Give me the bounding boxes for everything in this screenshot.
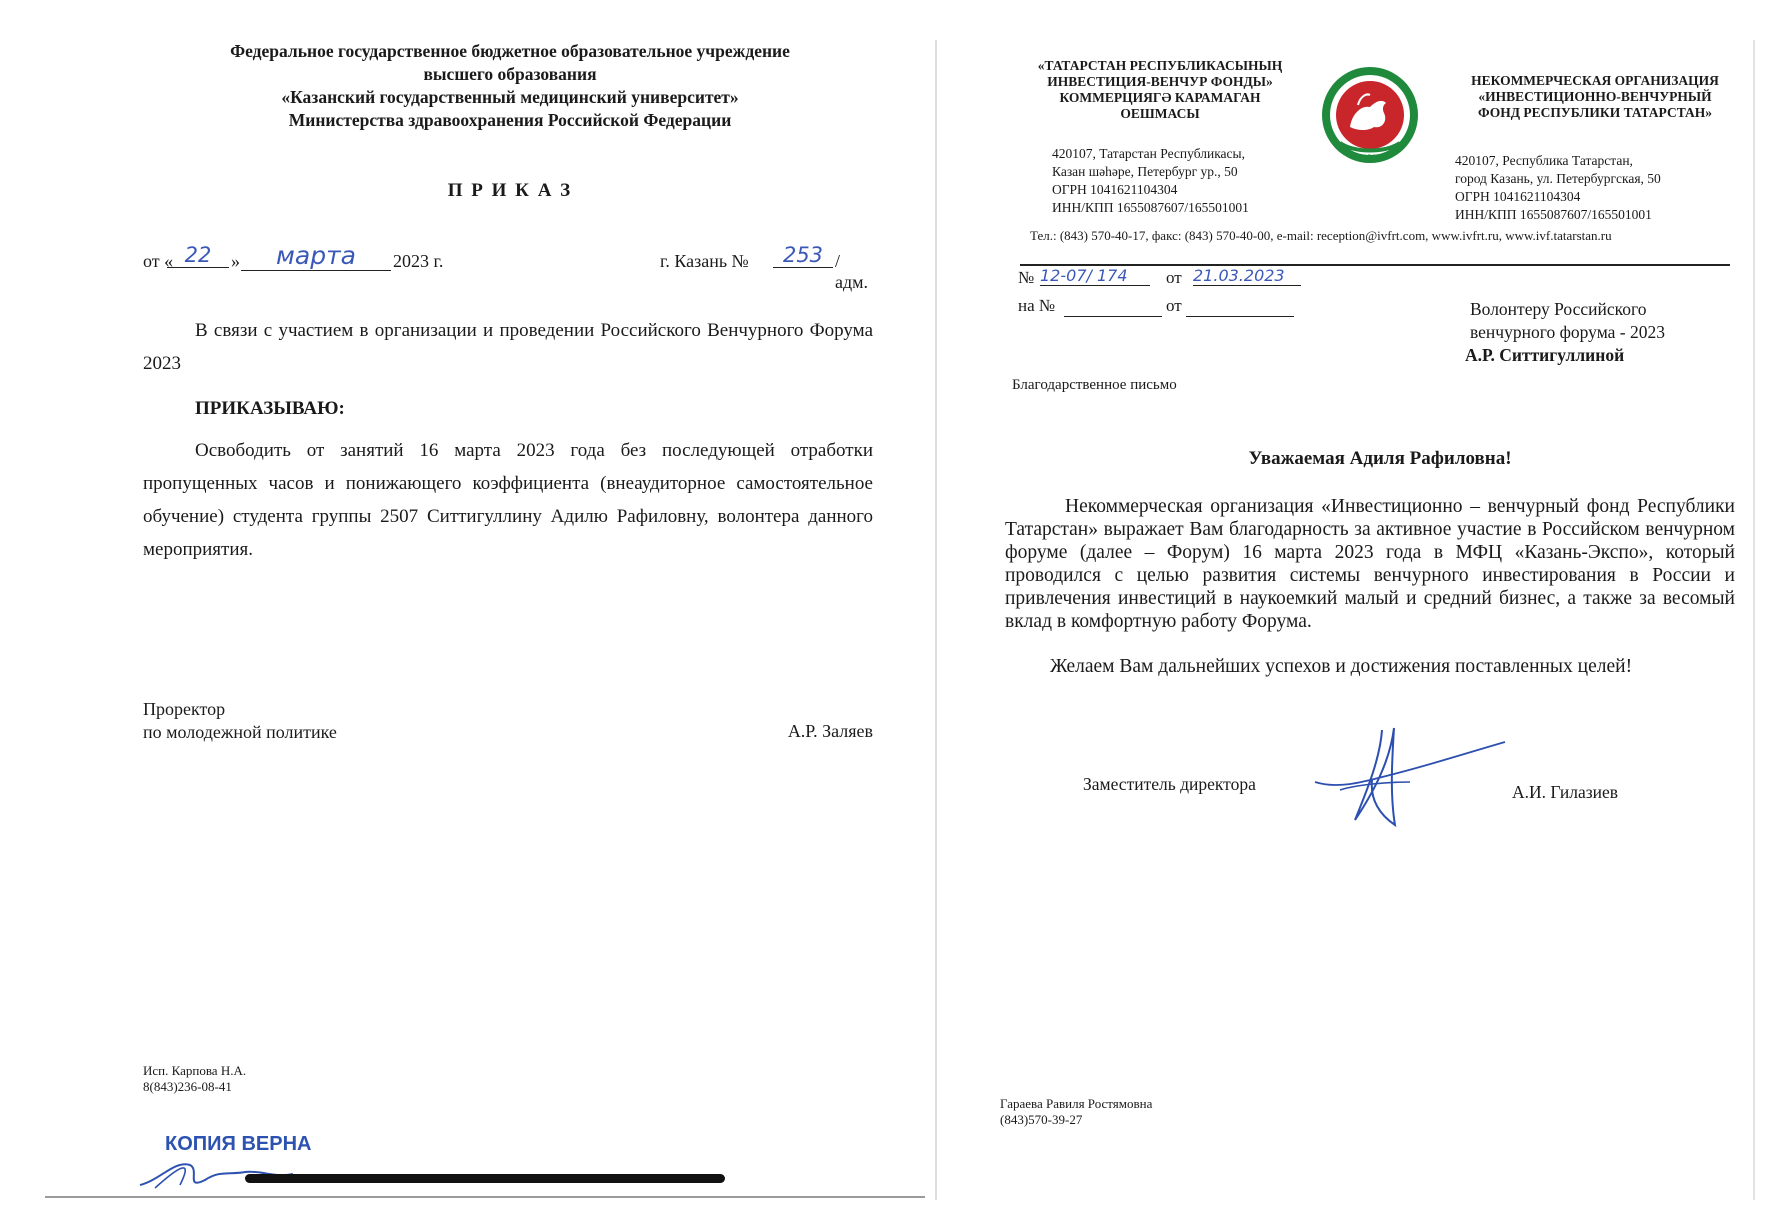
org-tt-line: «ТАТАРСТАН РЕСПУБЛИКАСЫНЫҢ xyxy=(1037,58,1283,73)
date-day-handwritten: 22 xyxy=(167,243,229,268)
signer-title xyxy=(143,698,337,744)
addressee-name: А.Р. Ситтигуллиной xyxy=(1465,345,1625,365)
ref-date-handwritten: 21.03.2023 xyxy=(1193,266,1301,286)
executor-info xyxy=(1000,1096,1152,1128)
org-tt-line: ОЕШМАСЫ xyxy=(1120,106,1200,121)
letter-body: Некоммерческая организация «Инвестиционно – венчурный фонд Республики Татарстан» выражает Вам благодарность за активное участие в Российском венчурном форуме (далее – Форум) 16 марта 2023 года в МФЦ «Казань-Экспо», который проводился с целью развития системы венчурного инвестирования в России и привлечения инвестиций в наукоемкий малый и средний бизнес, а также за весомый вклад в комфортную работу Форума. xyxy=(1005,496,1735,632)
org-name-tatar xyxy=(1010,58,1310,122)
date-mid: » xyxy=(231,251,240,271)
header-line: Министерства здравоохранения Российской Федерации xyxy=(288,110,732,130)
executor-phone: 8(843)236-08-41 xyxy=(143,1079,232,1094)
org-tt-line: КОММЕРЦИЯГӘ КАРАМАГАН xyxy=(1059,90,1261,105)
addr-ru-line: 420107, Республика Татарстан, xyxy=(1455,153,1633,168)
org-ru-line: НЕКОММЕРЧЕСКАЯ ОРГАНИЗАЦИЯ xyxy=(1471,73,1719,88)
home-indicator-bar xyxy=(245,1174,725,1183)
ref-on-number-blank xyxy=(1064,298,1162,317)
order-suffix: /адм. xyxy=(835,251,869,292)
signer-title-line: Проректор xyxy=(143,699,226,719)
executor-info xyxy=(143,1063,246,1095)
addressee-line: Волонтеру Российского xyxy=(1470,299,1647,319)
page-bottom-edge xyxy=(45,1196,925,1198)
ref-no-handwritten: 12-07/ 174 xyxy=(1040,266,1150,286)
addr-tt-line: 420107, Татарстан Республикасы, xyxy=(1052,146,1245,161)
executor-name: Гараева Равиля Ростямовна xyxy=(1000,1096,1153,1111)
address-russian xyxy=(1455,152,1661,224)
stamp-signature-scribble xyxy=(135,1150,300,1195)
ref-no-label: № xyxy=(1018,268,1035,287)
addr-tt-line: ИНН/КПП 1655087607/165501001 xyxy=(1052,200,1249,215)
date-year: 2023 г. xyxy=(393,251,444,271)
addr-ru-line: ОГРН 1041621104304 xyxy=(1455,189,1581,204)
university-header xyxy=(150,40,870,132)
date-month-handwritten: марта xyxy=(241,241,391,271)
copy-certified-stamp: КОПИЯ ВЕРНА xyxy=(165,1133,312,1155)
signer-title: Заместитель директора xyxy=(1083,774,1256,794)
letter-wishes: Желаем Вам дальнейших успехов и достижения поставленных целей! xyxy=(1050,656,1633,677)
ref-on-date-blank xyxy=(1186,298,1294,317)
addressee-line: венчурного форума - 2023 xyxy=(1470,322,1666,342)
signer-title-line: по молодежной политике xyxy=(143,722,337,742)
addr-tt-line: Казан шәһәре, Петербург ур., 50 xyxy=(1052,164,1238,179)
order-title: П Р И К А З xyxy=(447,180,573,201)
ref-from-label: от xyxy=(1166,268,1182,287)
letter-greeting: Уважаемая Адиля Рафиловна! xyxy=(1248,448,1512,469)
header-line: высшего образования xyxy=(423,64,597,84)
order-intro: В связи с участием в организации и проведении Российского Венчурного Форума 2023 xyxy=(143,320,873,374)
handwritten-signature xyxy=(1310,720,1510,830)
header-line: «Казанский государственный медицинский университет» xyxy=(281,87,739,107)
page-right-edge xyxy=(1753,40,1755,1200)
page-left-edge xyxy=(935,40,937,1200)
signer-name: А.И. Гилазиев xyxy=(1512,782,1619,802)
org-ru-line: «ИНВЕСТИЦИОННО-ВЕНЧУРНЫЙ xyxy=(1478,89,1712,104)
addr-ru-line: ИНН/КПП 1655087607/165501001 xyxy=(1455,207,1652,222)
reference-block xyxy=(1018,264,1318,324)
city-number-prefix: г. Казань № xyxy=(660,251,749,271)
emblem-caption: ТАТАРСТАН xyxy=(1352,155,1388,161)
tatarstan-emblem-icon xyxy=(1320,65,1420,165)
contacts-line: Тел.: (843) 570-40-17, факс: (843) 570-40-00, e-mail: reception@ivfrt.com, www.ivfrt.ru, www.ivf.tatarstan.ru xyxy=(1030,228,1612,243)
executor-name: Исп. Карпова Н.А. xyxy=(143,1063,247,1078)
signer-name: А.Р. Заляев xyxy=(787,721,873,741)
date-prefix: от « xyxy=(143,251,174,271)
order-word: ПРИКАЗЫВАЮ: xyxy=(195,398,345,419)
addressee xyxy=(1465,298,1666,367)
header-line: Федеральное государственное бюджетное образовательное учреждение xyxy=(230,41,790,61)
executor-phone: (843)570-39-27 xyxy=(1000,1112,1083,1127)
address-tatar xyxy=(1052,145,1249,217)
org-tt-line: ИНВЕСТИЦИЯ-ВЕНЧУР ФОНДЫ» xyxy=(1047,74,1273,89)
addr-tt-line: ОГРН 1041621104304 xyxy=(1052,182,1178,197)
org-ru-line: ФОНД РЕСПУБЛИКИ ТАТАРСТАН» xyxy=(1477,105,1713,120)
letter-subject: Благодарственное письмо xyxy=(1012,377,1177,393)
order-text: Освободить от занятий 16 марта 2023 года без последующей отработки пропущенных часов и понижающего коэффициента (внеаудиторное самостоятельное обучение) студента группы 2507 Ситтигуллину Адилю Рафиловну, волонтера данного мероприятия. xyxy=(143,440,873,560)
ref-on-from-label: от xyxy=(1166,296,1182,315)
order-number-handwritten: 253 xyxy=(773,243,833,268)
ref-on-label: на № xyxy=(1018,296,1056,315)
org-name-russian xyxy=(1445,73,1745,121)
addr-ru-line: город Казань, ул. Петербургская, 50 xyxy=(1455,171,1661,186)
order-date-line xyxy=(143,241,873,292)
